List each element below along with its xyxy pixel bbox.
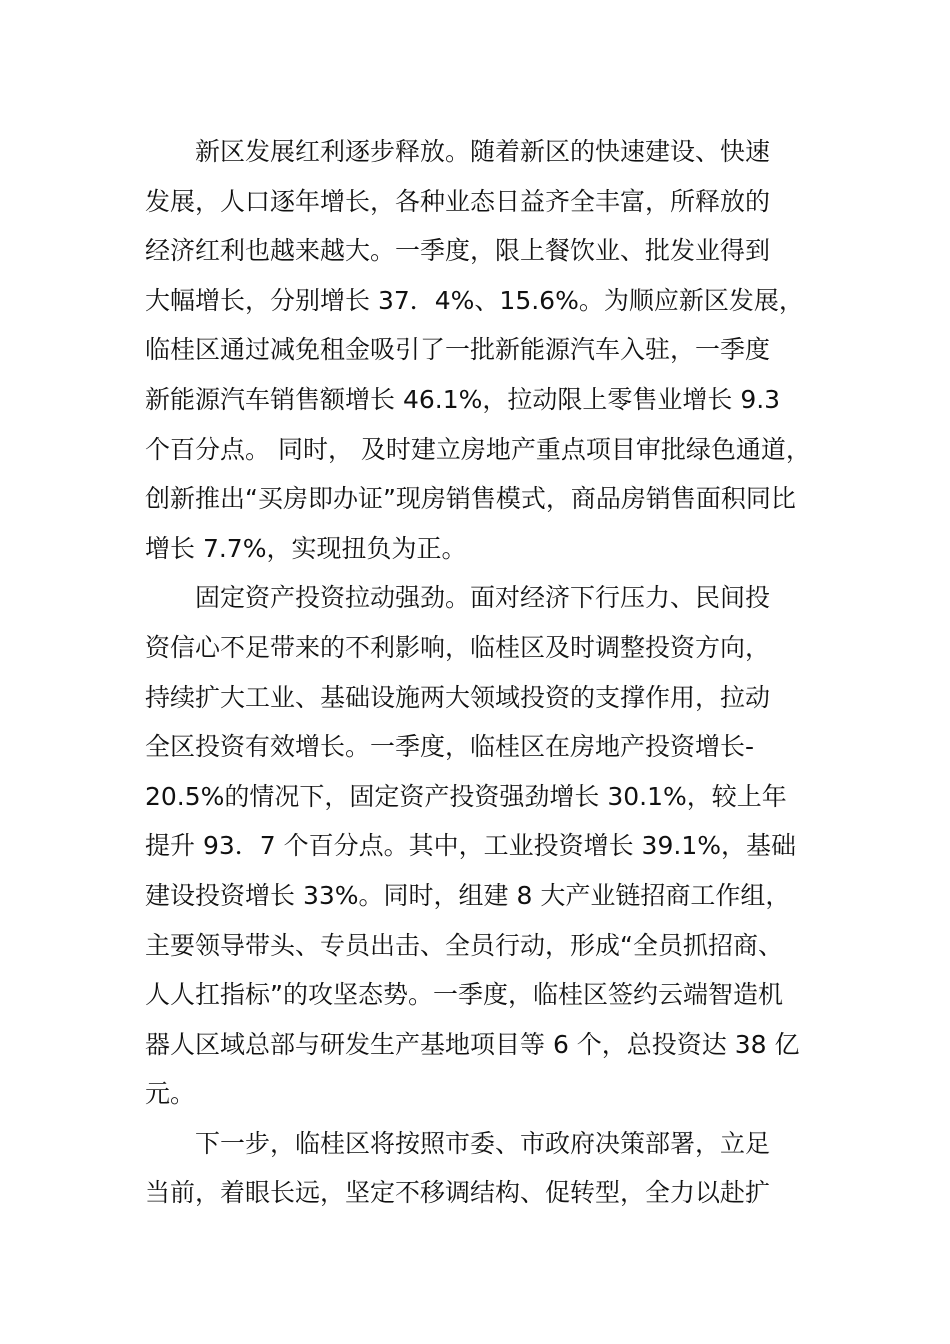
- paragraph-2-line-6: 提升 93．7 个百分点。其中，工业投资增长 39.1%，基础: [145, 831, 796, 861]
- paragraph-1-line-5: 临桂区通过减免租金吸引了一批新能源汽车入驻，一季度: [145, 335, 771, 365]
- paragraph-3-line-2: 当前，着眼长远，坚定不移调结构、促转型，全力以赴扩: [145, 1178, 771, 1208]
- paragraph-2-line-9: 人人扛指标”的攻坚态势。一季度，临桂区签约云端智造机: [145, 980, 783, 1010]
- paragraph-2-line-8: 主要领导带头、专员出击、全员行动，形成“全员抓招商、: [145, 930, 783, 960]
- paragraph-1-line-6: 新能源汽车销售额增长 46.1%，拉动限上零售业增长 9.3: [145, 384, 781, 414]
- paragraph-2-line-5: 20.5%的情况下，固定资产投资强劲增长 30.1%，较上年: [145, 781, 787, 811]
- paragraph-1-line-9: 增长 7.7%，实现扭负为正。: [145, 533, 467, 563]
- document-body: [145, 127, 835, 1218]
- paragraph-1-line-1: 新区发展红利逐步释放。随着新区的快速建设、快速: [195, 137, 771, 166]
- paragraph-2-line-4: 全区投资有效增长。一季度，临桂区在房地产投资增长-: [145, 732, 755, 762]
- paragraph-1-line-7: 个百分点。 同时， 及时建立房地产重点项目审批绿色通道，: [145, 434, 811, 464]
- paragraph-1-line-2: 发展，人口逐年增长，各种业态日益齐全丰富，所释放的: [145, 186, 771, 216]
- paragraph-3-line-1: 下一步，临桂区将按照市委、市政府决策部署，立足: [195, 1128, 771, 1158]
- paragraph-2-line-3: 持续扩大工业、基础设施两大领域投资的支撑作用，拉动: [145, 682, 771, 712]
- paragraph-2-line-11: 元。: [145, 1079, 196, 1109]
- paragraph-2-line-1: 固定资产投资拉动强劲。面对经济下行压力、民间投: [195, 583, 771, 613]
- paragraph-1-line-3: 经济红利也越来越大。一季度，限上餐饮业、批发业得到: [145, 236, 771, 266]
- paragraph-2-line-10: 器人区域总部与研发生产基地项目等 6 个，总投资达 38 亿: [145, 1029, 800, 1059]
- paragraph-1-line-8: 创新推出“买房即办证”现房销售模式，商品房销售面积同比: [145, 484, 796, 514]
- paragraph-1-line-4: 大幅增长，分别增长 37．4%、15.6%。为顺应新区发展，: [145, 285, 804, 315]
- paragraph-2-line-2: 资信心不足带来的不利影响，临桂区及时调整投资方向，: [145, 632, 771, 662]
- paragraph-2-line-7: 建设投资增长 33%。同时，组建 8 大产业链招商工作组，: [145, 880, 791, 910]
